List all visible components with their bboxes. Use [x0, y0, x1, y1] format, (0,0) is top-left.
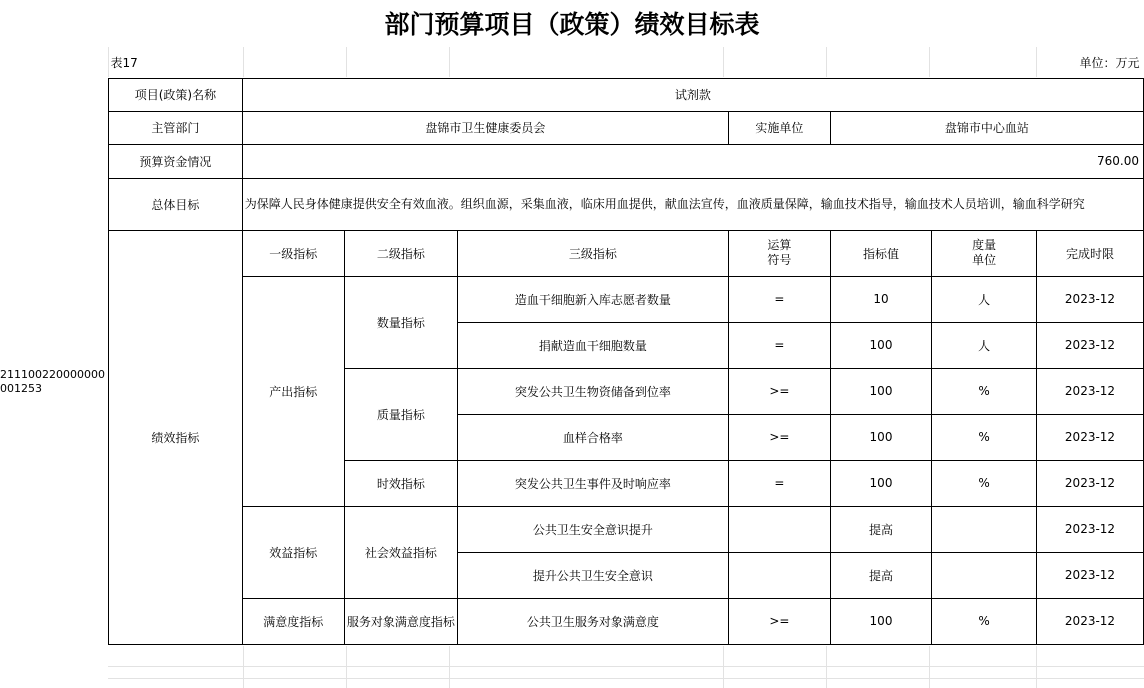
dept-label: 主管部门: [109, 111, 243, 144]
header-val: 指标值: [830, 230, 931, 276]
perf-label: 绩效指标: [109, 230, 243, 644]
indicator-time: 2023-12: [1036, 598, 1143, 644]
page-title: 部门预算项目（政策）绩效目标表: [384, 10, 760, 39]
budget-label: 预算资金情况: [109, 144, 243, 178]
grid-line: [346, 646, 347, 688]
grid-line: [108, 666, 1144, 667]
indicator-time: 2023-12: [1036, 276, 1143, 322]
group-timeliness: 时效指标: [344, 460, 457, 506]
grid-line: [929, 646, 930, 688]
group-quantity: 数量指标: [344, 276, 457, 368]
project-name-label: 项目(政策)名称: [109, 78, 243, 111]
indicator-name: 突发公共卫生事件及时响应率: [457, 460, 728, 506]
budget-value: 760.00: [242, 144, 1143, 178]
indicator-op: =: [729, 460, 831, 506]
group-service-satisfaction: 服务对象满意度指标: [344, 598, 457, 644]
header-l2: 二级指标: [344, 230, 457, 276]
indicator-time: 2023-12: [1036, 460, 1143, 506]
indicator-op: =: [729, 276, 831, 322]
goal-label: 总体目标: [109, 178, 243, 230]
indicator-op: >=: [729, 414, 831, 460]
group-social: 社会效益指标: [344, 506, 457, 598]
indicator-unit: %: [932, 368, 1037, 414]
indicator-value: 提高: [830, 552, 931, 598]
indicator-name: 血样合格率: [457, 414, 728, 460]
indicator-value: 100: [830, 598, 931, 644]
goal-value: 为保障人民身体健康提供安全有效血液。组织血源，采集血液，临床用血提供，献血法宣传，血液质量保障，输血技术指导，输血技术人员培训，输血科学研究: [242, 178, 1143, 230]
indicator-time: 2023-12: [1036, 506, 1143, 552]
indicator-time: 2023-12: [1036, 368, 1143, 414]
indicator-time: 2023-12: [1036, 322, 1143, 368]
group-satisfaction: 满意度指标: [242, 598, 344, 644]
indicator-op: =: [729, 322, 831, 368]
dept-value: 盘锦市卫生健康委员会: [242, 111, 728, 144]
indicator-name: 捐献造血干细胞数量: [457, 322, 728, 368]
indicator-unit: [932, 552, 1037, 598]
group-quality: 质量指标: [344, 368, 457, 460]
indicator-unit: %: [932, 598, 1037, 644]
indicator-unit: 人: [932, 322, 1037, 368]
indicator-unit: %: [932, 460, 1037, 506]
unit-label: 单位：万元: [1079, 55, 1140, 70]
indicator-unit: [932, 506, 1037, 552]
indicator-time: 2023-12: [1036, 414, 1143, 460]
indicator-name: 提升公共卫生安全意识: [457, 552, 728, 598]
project-name-value: 试剂款: [242, 78, 1143, 111]
indicator-unit: %: [932, 414, 1037, 460]
indicator-name: 突发公共卫生物资储备到位率: [457, 368, 728, 414]
indicator-value: 100: [830, 414, 931, 460]
grid-line: [108, 678, 1144, 679]
grid-line: [826, 646, 827, 688]
indicator-time: 2023-12: [1036, 552, 1143, 598]
grid-line: [449, 646, 450, 688]
header-time: 完成时限: [1036, 230, 1143, 276]
indicator-name: 公共卫生安全意识提升: [457, 506, 728, 552]
indicator-op: [729, 552, 831, 598]
impl-label: 实施单位: [729, 111, 831, 144]
grid-line: [1036, 646, 1037, 688]
project-code: 211100220000000001253: [0, 368, 105, 395]
indicator-op: [729, 506, 831, 552]
header-l1: 一级指标: [242, 230, 344, 276]
indicator-value: 提高: [830, 506, 931, 552]
indicator-op: >=: [729, 598, 831, 644]
indicator-value: 100: [830, 322, 931, 368]
indicator-name: 造血干细胞新入库志愿者数量: [457, 276, 728, 322]
group-benefit: 效益指标: [242, 506, 344, 598]
grid-line: [723, 646, 724, 688]
indicator-name: 公共卫生服务对象满意度: [457, 598, 728, 644]
indicator-value: 100: [830, 460, 931, 506]
indicator-value: 10: [830, 276, 931, 322]
table-number: 表17: [110, 55, 138, 70]
performance-table: [108, 47, 1144, 645]
header-unit: 度量 单位: [932, 230, 1037, 276]
header-op: 运算 符号: [729, 230, 831, 276]
group-output: 产出指标: [242, 276, 344, 506]
grid-line: [243, 646, 244, 688]
indicator-op: >=: [729, 368, 831, 414]
impl-value: 盘锦市中心血站: [830, 111, 1143, 144]
indicator-value: 100: [830, 368, 931, 414]
header-l3: 三级指标: [457, 230, 728, 276]
indicator-unit: 人: [932, 276, 1037, 322]
